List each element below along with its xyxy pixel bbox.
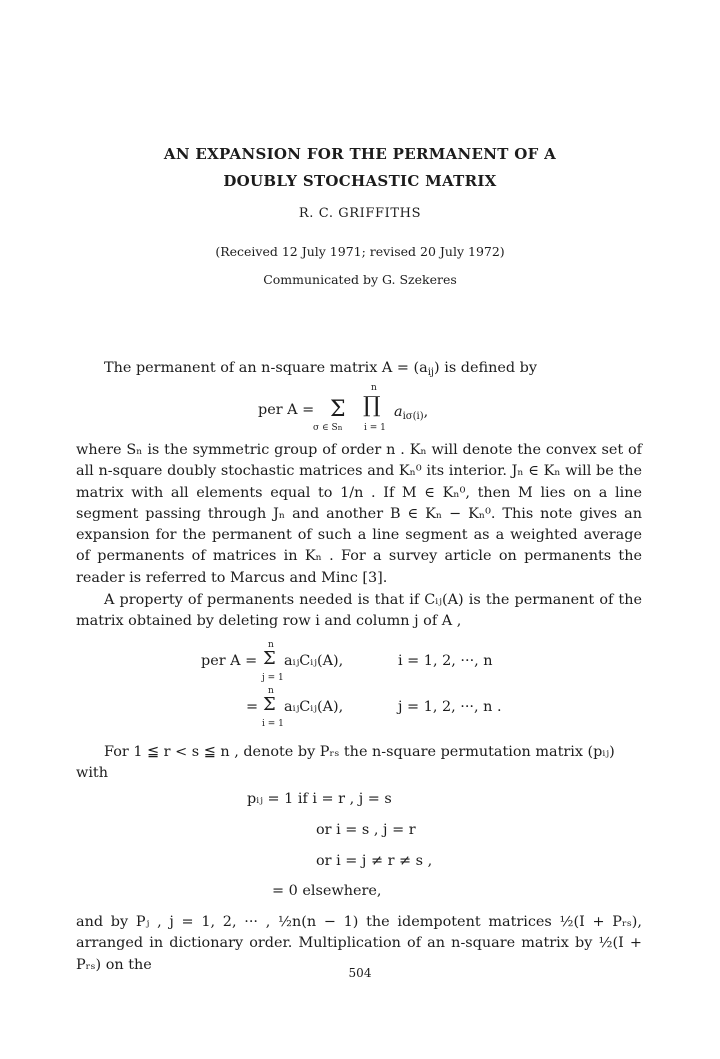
eq2-line1-term: aᵢⱼCᵢⱼ(A), (284, 653, 344, 669)
eq2-line1-lhs: per A = (201, 653, 258, 669)
eq2-line2-sum: Σ (263, 694, 276, 715)
cases-line-1: pᵢⱼ = 1 if i = r , j = s (247, 791, 392, 807)
eq1-prod-bottom: i = 1 (364, 423, 386, 433)
eq2-line1-sum-bottom: j = 1 (262, 673, 284, 683)
paragraph-permanent-property: A property of permanents needed is that if Cᵢⱼ(A) is the permanent of the matrix obtained by deleting row i and column j of A , (76, 592, 642, 630)
eq1-sum-index: σ ∈ Sn (313, 423, 343, 433)
author: R. C. GRIFFITHS (298, 206, 422, 221)
eq2-line1-sum-top: n (268, 640, 274, 650)
cases-line-3: or i = j ≠ r ≠ s , (316, 853, 433, 869)
eq1-lhs: per A = (258, 402, 315, 418)
paragraph-with: with (76, 765, 108, 781)
title-line-1: AN EXPANSION FOR THE PERMANENT OF A (163, 145, 557, 163)
eq1-prod-top: n (371, 383, 377, 393)
eq1-sum-symbol: Σ (330, 397, 346, 422)
eq2-line2-lhs: = (246, 699, 259, 715)
eq2-line1-sum: Σ (263, 648, 276, 669)
title-line-2: DOUBLY STOCHASTIC MATRIX (223, 172, 497, 190)
communicated-by: Communicated by G. Szekeres (263, 272, 457, 287)
eq2-line2-term: aᵢⱼCᵢⱼ(A), (284, 699, 344, 715)
cases-line-4: = 0 elsewhere, (272, 883, 382, 899)
eq2-line2-sum-top: n (268, 686, 274, 696)
equation-permanent-definition (258, 402, 314, 418)
eq1-term: $a_{i\sigma(i)}$, (394, 404, 429, 422)
eq2-line1-condition: i = 1, 2, ···, n (398, 653, 493, 669)
paragraph-permutation-intro: For 1 ≦ r < s ≦ n , denote by Pᵣₛ the n-square permutation matrix (pᵢⱼ) (104, 744, 615, 760)
eq2-line2-condition: j = 1, 2, ···, n . (398, 699, 502, 715)
eq2-line2-sum-bottom: i = 1 (262, 719, 284, 729)
page-number: 504 (348, 966, 372, 980)
paragraph-definitions: where Sₙ is the symmetric group of order n . Kₙ will denote the convex set of all n-square doubly stochastic matrices and Kₙ⁰ its interior. Jₙ ∈ Kₙ will be the matrix with all elements equal to 1/n . If M ∈ Kₙ⁰, then M lies on a line segment passing through Jₙ and another B ∈ Kₙ − Kₙ⁰. This note gives an expansion for the permanent of such a line segment as a weighted average of permanents of matrices in Kₙ . For a survey article on permanents the reader is referred to Marcus and Minc [3]. (76, 442, 642, 586)
received-dates: (Received 12 July 1971; revised 20 July 1972) (215, 244, 505, 259)
cases-line-2: or i = s , j = r (316, 822, 416, 838)
eq1-prod-symbol: ∏ (363, 393, 381, 418)
paragraph-idempotent-matrices: and by Pⱼ , j = 1, 2, ··· , ½n(n − 1) the idempotent matrices ½(I + Pᵣₛ), arranged in dictionary order. Multiplication of an n-square matrix by ½(I + Pᵣₛ) on the (76, 914, 642, 973)
intro-sentence: The permanent of an n-square matrix $A = (a_{ij})$ is defined by (104, 360, 538, 378)
